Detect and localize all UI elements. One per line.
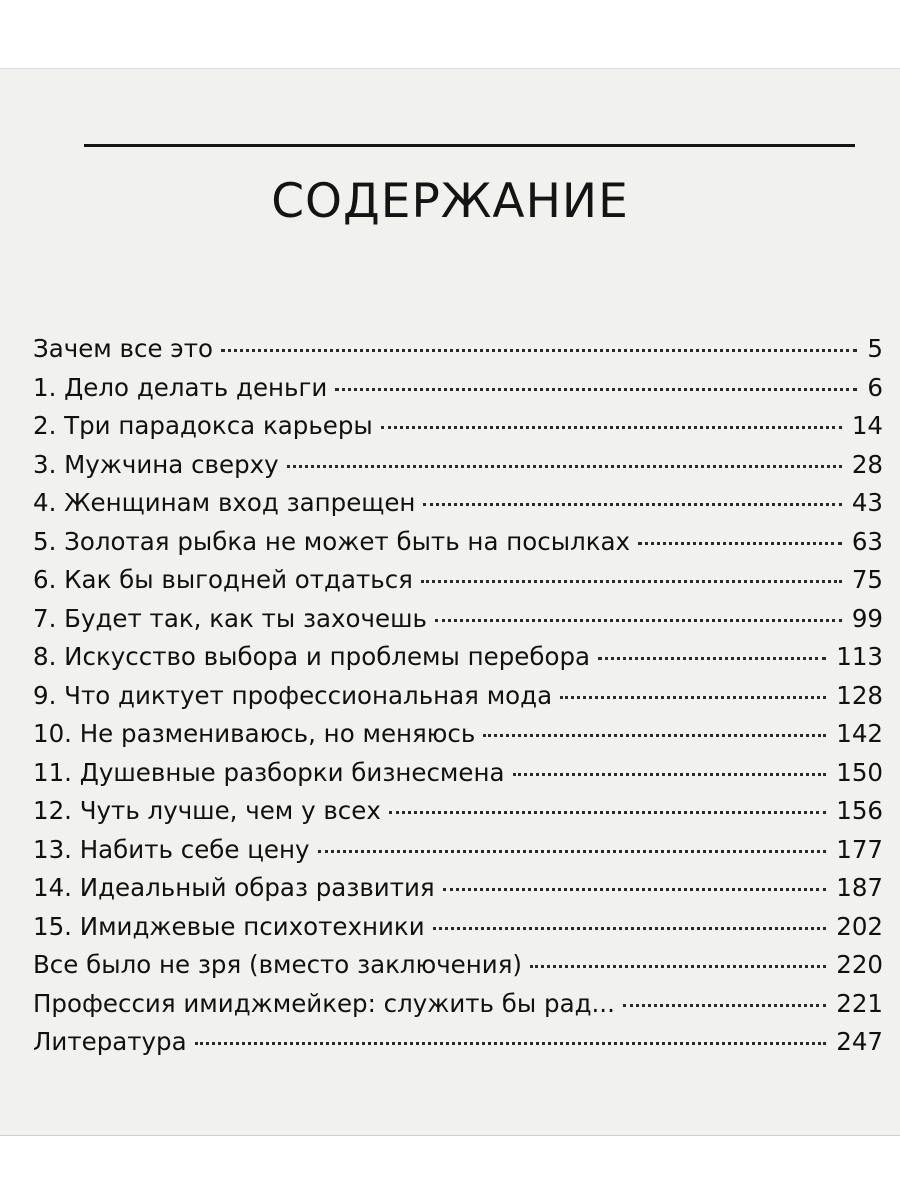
dot-leader	[221, 349, 857, 352]
toc-entry	[33, 792, 883, 831]
toc-entry-page-number: 75	[851, 565, 883, 594]
toc-entry-title: 7. Будет так, как ты захочешь	[33, 603, 427, 633]
toc-entry-title: 3. Мужчина сверху	[33, 449, 279, 479]
toc-entry-page-number: 113	[836, 642, 883, 671]
toc-entry	[33, 831, 883, 870]
toc-entry-page-number: 28	[851, 449, 883, 479]
dot-leader	[638, 542, 842, 545]
toc-entry-page-number: 6	[867, 372, 883, 402]
toc-entry	[33, 369, 883, 408]
toc-entry-title: Литература	[33, 1027, 187, 1056]
dot-leader	[435, 619, 842, 622]
header-rule	[84, 144, 855, 147]
toc-entry-page-number: 63	[851, 526, 883, 556]
toc-entry-page-number: 99	[851, 603, 883, 633]
toc-entry	[33, 908, 883, 947]
toc-entry-page-number: 247	[836, 1027, 883, 1056]
dot-leader	[530, 965, 826, 968]
toc-entry-title: 14. Идеальный образ развития	[33, 873, 435, 902]
toc-entry	[33, 677, 883, 716]
dot-leader	[560, 696, 826, 699]
dot-leader	[423, 503, 841, 506]
toc-entry-title: 13. Набить себе цену	[33, 834, 310, 864]
toc-entry	[33, 330, 883, 369]
toc-entry-page-number: 150	[836, 757, 883, 787]
toc-entry	[33, 715, 883, 754]
toc-entry-page-number: 220	[836, 950, 883, 979]
toc-entry-page-number: 43	[851, 488, 883, 517]
toc-entry-title: 9. Что диктует профессиональная мода	[33, 680, 553, 710]
toc-entry-title: 15. Имиджевые психотехники	[33, 911, 425, 941]
dot-leader	[598, 657, 826, 660]
toc-entry-page-number: 128	[836, 680, 883, 710]
toc-entry	[33, 985, 883, 1024]
toc-entry-page-number: 142	[836, 719, 883, 748]
dot-leader	[318, 850, 827, 853]
toc-entry	[33, 869, 883, 908]
dot-leader	[381, 426, 842, 429]
toc-entry	[33, 600, 883, 639]
toc-list	[33, 330, 883, 1062]
toc-entry-title: Зачем все это	[33, 334, 214, 363]
toc-entry-title: Все было не зря (вместо заключения)	[33, 950, 522, 979]
toc-entry-title: 10. Не размениваюсь, но меняюсь	[33, 719, 476, 748]
dot-leader	[623, 1004, 826, 1007]
toc-entry-title: 5. Золотая рыбка не может быть на посылках	[33, 526, 631, 556]
toc-entry-title: 11. Душевные разборки бизнесмена	[33, 757, 505, 787]
dot-leader	[513, 773, 827, 776]
dot-leader	[195, 1042, 827, 1045]
toc-entry-title: 1. Дело делать деньги	[33, 372, 328, 402]
toc-entry	[33, 484, 883, 523]
toc-entry-title: 4. Женщинам вход запрещен	[33, 488, 416, 517]
toc-entry	[33, 407, 883, 446]
toc-entry	[33, 1023, 883, 1062]
toc-entry-title: 6. Как бы выгодней отдаться	[33, 565, 413, 594]
toc-entry-title: 8. Искусство выбора и проблемы перебора	[33, 642, 591, 671]
toc-entry-page-number: 14	[851, 411, 883, 440]
toc-entry	[33, 561, 883, 600]
toc-entry	[33, 946, 883, 985]
toc-entry-page-number: 156	[836, 796, 883, 825]
toc-entry	[33, 523, 883, 562]
toc-title: СОДЕРЖАНИЕ	[271, 174, 629, 229]
dot-leader	[483, 734, 826, 737]
toc-entry	[33, 754, 883, 793]
toc-entry-page-number: 187	[836, 873, 883, 902]
dot-leader	[389, 811, 826, 814]
toc-entry-title: Профессия имиджмейкер: служить бы рад...	[33, 988, 615, 1018]
toc-entry	[33, 638, 883, 677]
dot-leader	[443, 888, 827, 891]
toc-entry-title: 12. Чуть лучше, чем у всех	[33, 796, 381, 825]
dot-leader	[433, 927, 827, 930]
dot-leader	[421, 580, 842, 583]
toc-entry-title: 2. Три парадокса карьеры	[33, 411, 373, 440]
toc-entry-page-number: 202	[836, 911, 883, 941]
dot-leader	[335, 388, 857, 391]
toc-entry	[33, 446, 883, 485]
toc-entry-page-number: 5	[867, 334, 883, 363]
toc-entry-page-number: 221	[836, 988, 883, 1018]
toc-entry-page-number: 177	[836, 834, 883, 864]
dot-leader	[287, 465, 842, 468]
